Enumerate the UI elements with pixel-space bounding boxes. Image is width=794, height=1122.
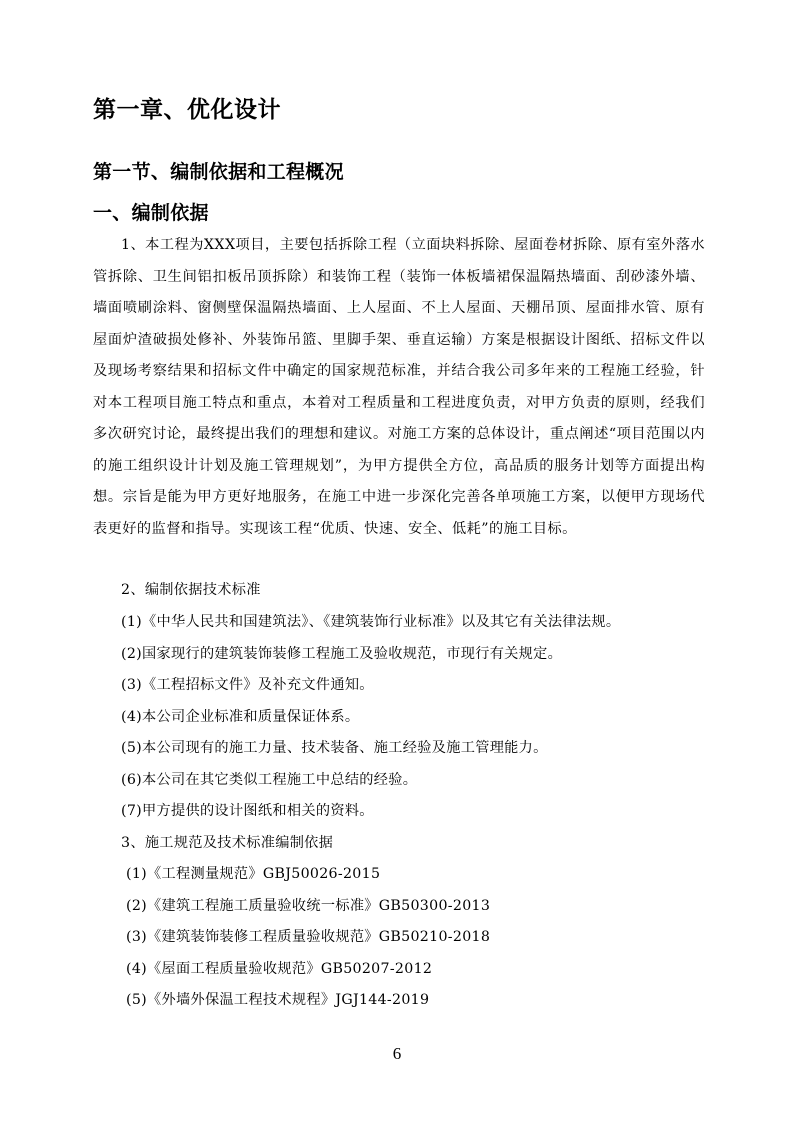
standard-item: (2)《建筑工程施工质量验收统一标准》GB50300-2013 <box>126 898 491 914</box>
basis-item: (6)本公司在其它类似工程施工中总结的经验。 <box>121 772 418 788</box>
standard-item: (1)《工程测量规范》GBJ50026-2015 <box>126 866 381 882</box>
basis-item: (3)《工程招标文件》及补充文件通知。 <box>121 677 374 693</box>
standards-heading: 3、施工规范及技术标准编制依据 <box>121 835 334 851</box>
section-title: 第一节、编制依据和工程概况 <box>93 161 344 183</box>
basis-heading: 2、编制依据技术标准 <box>121 582 261 598</box>
standard-item: (3)《建筑装饰装修工程质量验收规范》GB50210-2018 <box>126 929 491 945</box>
chapter-title: 第一章、优化设计 <box>93 97 281 123</box>
basis-item: (1)《中华人民共和国建筑法》、《建筑装饰行业标准》以及其它有关法律法规。 <box>121 614 621 630</box>
basis-item: (5)本公司现有的施工力量、技术装备、施工经验及施工管理能力。 <box>121 740 548 756</box>
standard-item: (5)《外墙外保温工程技术规程》JGJ144-2019 <box>126 992 430 1008</box>
intro-paragraph: 1、本工程为XXX项目，主要包括拆除工程（立面块料拆除、屋面卷材拆除、原有室外落水管拆除、卫生间铝扣板吊顶拆除）和装饰工程（装饰一体板墙裙保温隔热墙面、刮砂漆外墙、墙面喷刷涂料、窗侧壁保温隔热墙面、上人屋面、不上人屋面、天棚吊顶、屋面排水管、原有屋面炉渣破损处修补、外装饰吊篮、里脚手架、垂直运输）方案是根据设计图纸、招标文件以及现场考察结果和招标文件中确定的国家规范标准，并结合我公司多年来的工程施工经验，针对本工程项目施工特点和重点，本着对工程质量和工程进度负责，对甲方负责的原则，经我们多次研究讨论，最终提出我们的理想和建议。对施工方案的总体设计，重点阐述“项目范围以内的施工组织设计计划及施工管理规划”，为甲方提供全方位，高品质的服务计划等方面提出构想。宗旨是能为甲方更好地服务，在施工中进一步深化完善各单项施工方案，以便甲方现场代表更好的监督和指导。实现该工程“优质、快速、安全、低耗”的施工目标。 <box>93 237 705 537</box>
standard-item: (4)《屋面工程质量验收规范》GB50207-2012 <box>126 961 433 977</box>
page-number: 6 <box>392 1044 402 1063</box>
basis-item: (7)甲方提供的设计图纸和相关的资料。 <box>121 803 374 819</box>
basis-item: (2)国家现行的建筑装饰装修工程施工及验收规范，市现行有关规定。 <box>121 646 563 662</box>
subsection-title: 一、编制依据 <box>93 202 209 224</box>
basis-item: (4)本公司企业标准和质量保证体系。 <box>121 709 360 725</box>
